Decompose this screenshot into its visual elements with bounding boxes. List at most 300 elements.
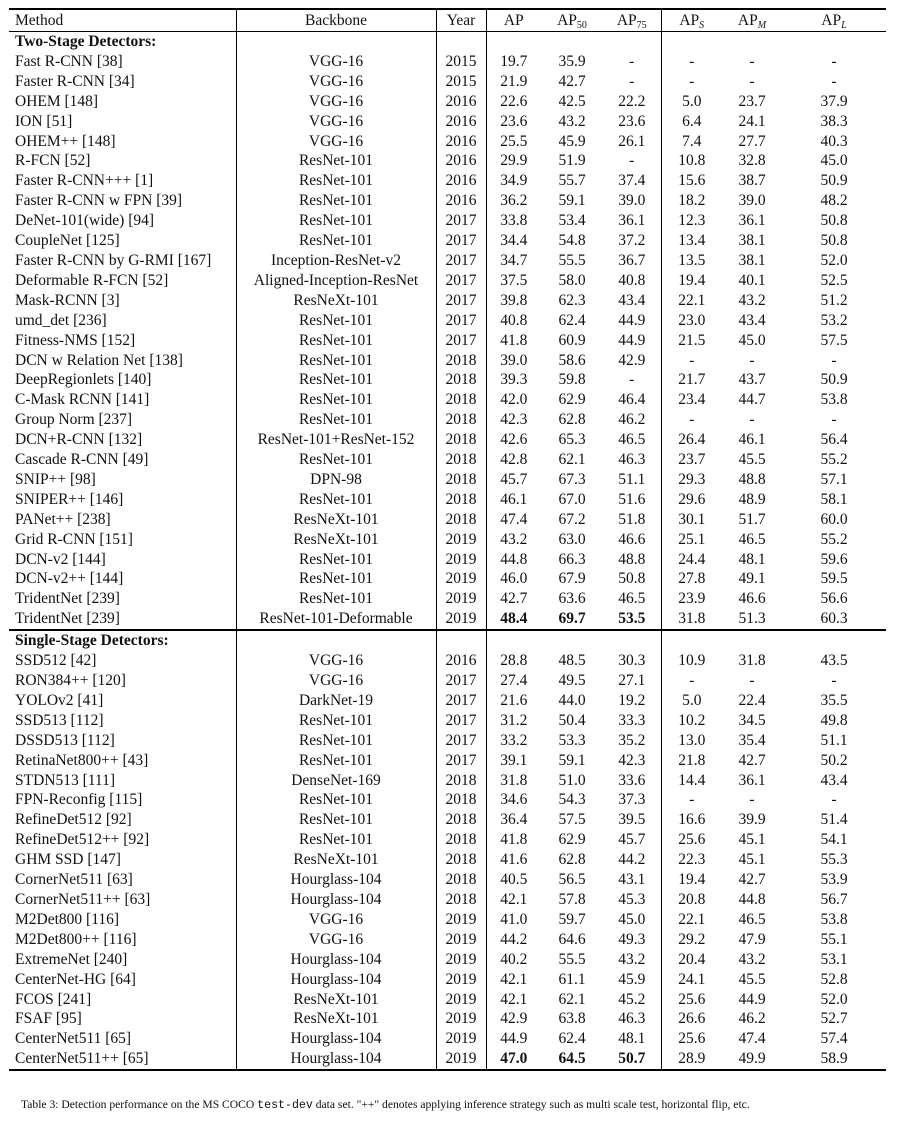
cell-method: DeNet-101(wide) [94]: [15, 212, 155, 230]
cell-ap75: 51.1: [618, 470, 646, 488]
cell-backbone: ResNeXt-101: [236, 530, 436, 550]
cell-apm: 49.9: [722, 1049, 782, 1070]
table-row: [9, 589, 886, 609]
cell-apm: 46.1: [738, 431, 766, 449]
cell-method: YOLOv2 [41]: [15, 691, 104, 709]
cell-aps: 12.3: [661, 211, 722, 231]
cell-ap: 48.4: [486, 609, 541, 630]
cell-ap50: 35.9: [558, 52, 586, 70]
cell-aps: 26.4: [661, 430, 722, 450]
cell-apl: 53.1: [820, 950, 848, 968]
cell-aps: 5.0: [661, 691, 722, 711]
table-header-row: [9, 9, 886, 32]
cell-aps: 26.6: [661, 1009, 722, 1029]
table-row: [9, 950, 886, 970]
table-row: [9, 331, 886, 351]
table-row: [9, 72, 886, 92]
cell-method: CoupleNet [125]: [15, 232, 120, 250]
cell-apl: 57.5: [820, 331, 848, 349]
cell-aps: 5.0: [661, 92, 722, 112]
cell-year: 2017: [436, 211, 486, 231]
cell-ap50: 69.7: [558, 610, 586, 628]
cell-method: CenterNet511 [65]: [15, 1030, 132, 1048]
cell-ap: 23.6: [486, 112, 541, 132]
table-row: [9, 910, 886, 930]
cell-aps: 22.1: [661, 910, 722, 930]
cell-apm: 39.9: [738, 811, 766, 829]
cell-ap: 34.7: [486, 251, 541, 271]
section-spacer-cell: [661, 32, 722, 52]
cell-ap: 41.8: [486, 830, 541, 850]
cell-year: 2018: [436, 490, 486, 510]
cell-ap: 46.0: [486, 569, 541, 589]
cell-ap50: 66.3: [558, 550, 586, 568]
cell-apm: 43.4: [738, 311, 766, 329]
cell-aps: 28.9: [661, 1049, 722, 1070]
cell-apl: 55.1: [820, 930, 848, 948]
cell-ap75: 48.8: [618, 550, 646, 568]
cell-method: OHEM++ [148]: [15, 132, 116, 150]
cell-backbone: ResNet-101: [236, 390, 436, 410]
cell-year: 2019: [436, 569, 486, 589]
cell-aps: 31.8: [661, 609, 722, 630]
section-spacer-cell: [661, 630, 722, 651]
cell-ap: 27.4: [486, 671, 541, 691]
header-apm: $AP_M$: [722, 9, 782, 32]
cell-apm: -: [749, 791, 755, 809]
cell-ap75: 45.0: [618, 910, 646, 928]
table-row: [9, 92, 886, 112]
cell-backbone: ResNet-101: [236, 589, 436, 609]
table-row: [9, 890, 886, 910]
cell-method: SNIPER++ [146]: [15, 490, 124, 508]
cell-method: DCN-v2 [144]: [15, 550, 106, 568]
cell-ap: 37.5: [486, 271, 541, 291]
cell-year: 2019: [436, 609, 486, 630]
header-year: Year: [436, 9, 486, 32]
cell-ap75: 46.5: [618, 590, 646, 608]
cell-backbone: ResNet-101: [236, 731, 436, 751]
cell-method: Faster R-CNN [34]: [15, 72, 135, 90]
cell-ap75: 45.7: [618, 831, 646, 849]
cell-ap50: 67.3: [558, 470, 586, 488]
table-row: [9, 211, 886, 231]
cell-year: 2018: [436, 810, 486, 830]
table-row: [9, 410, 886, 430]
cell-apl: 49.8: [820, 711, 848, 729]
cell-ap: 39.3: [486, 370, 541, 390]
cell-ap: 31.2: [486, 711, 541, 731]
cell-year: 2017: [436, 711, 486, 731]
table-row: [9, 870, 886, 890]
cell-ap75: 27.1: [618, 672, 646, 689]
cell-apm: 43.7: [738, 371, 766, 389]
cell-ap75: 46.3: [618, 1010, 646, 1028]
cell-ap: 46.1: [486, 490, 541, 510]
cell-ap75: -: [629, 152, 635, 170]
cell-year: 2019: [436, 550, 486, 570]
cell-apm: 49.1: [738, 570, 766, 588]
cell-apl: 53.8: [820, 910, 848, 928]
cell-ap50: 62.8: [558, 851, 586, 869]
cell-ap: 31.8: [486, 771, 541, 791]
cell-apm: 47.4: [738, 1030, 766, 1048]
cell-aps: 23.0: [661, 311, 722, 331]
section-spacer-cell: [486, 630, 541, 651]
cell-apl: 56.4: [820, 431, 848, 449]
cell-method: RefineDet512++ [92]: [15, 831, 150, 849]
cell-backbone: ResNet-101: [236, 550, 436, 570]
cell-backbone: ResNet-101: [236, 370, 436, 390]
table-row: [9, 691, 886, 711]
header-method: Method: [9, 9, 236, 32]
table-row: [9, 231, 886, 251]
cell-ap50: 67.0: [558, 490, 586, 508]
cell-apl: 54.1: [820, 831, 848, 849]
table-row: [9, 651, 886, 671]
cell-apm: -: [749, 52, 755, 70]
cell-aps: 6.4: [661, 112, 722, 132]
section-title: Two-Stage Detectors:: [15, 33, 157, 50]
table-row: [9, 569, 886, 589]
table-body: [9, 32, 886, 1071]
cell-ap75: 45.9: [618, 970, 646, 988]
cell-apm: 36.1: [738, 212, 766, 230]
cell-apm: -: [749, 672, 755, 689]
cell-method: CenterNet511++ [65]: [9, 1049, 236, 1070]
cell-year: 2018: [436, 850, 486, 870]
cell-ap: 42.0: [486, 390, 541, 410]
cell-ap75: 26.1: [618, 132, 646, 150]
table-row: [9, 671, 886, 691]
section-header-row: [9, 630, 886, 651]
cell-apl: -: [831, 791, 837, 809]
cell-method: ION [51]: [15, 112, 73, 130]
cell-backbone: VGG-16: [236, 92, 436, 112]
cell-method: OHEM [148]: [15, 92, 99, 110]
cell-ap50: 59.1: [558, 751, 586, 769]
cell-year: 2018: [436, 771, 486, 791]
cell-backbone: VGG-16: [236, 52, 436, 72]
cell-aps: 27.8: [661, 569, 722, 589]
cell-year: 2016: [436, 112, 486, 132]
cell-apm: 38.7: [738, 172, 766, 190]
cell-aps: 22.3: [661, 850, 722, 870]
cell-apm: 48.8: [738, 470, 766, 488]
table-row: [9, 470, 886, 490]
cell-method: Grid R-CNN [151]: [15, 530, 133, 548]
cell-ap50: 59.7: [558, 910, 586, 928]
cell-ap50: 51.0: [558, 771, 586, 789]
cell-method: CornerNet511++ [63]: [15, 890, 151, 908]
cell-aps: 13.0: [661, 731, 722, 751]
table-row: [9, 711, 886, 731]
cell-method: DeepRegionlets [140]: [15, 371, 152, 389]
cell-aps: 20.4: [661, 950, 722, 970]
cell-ap75: 43.4: [618, 291, 646, 309]
cell-apl: 50.9: [820, 371, 848, 389]
cell-backbone: ResNet-101: [236, 191, 436, 211]
cell-method: Faster R-CNN+++ [1]: [15, 172, 154, 190]
cell-aps: 10.8: [661, 151, 722, 171]
cell-apm: 48.9: [738, 490, 766, 508]
cell-apl: -: [831, 672, 837, 689]
cell-method: Group Norm [237]: [15, 411, 133, 429]
cell-method: SNIP++ [98]: [15, 470, 96, 488]
cell-aps: 21.7: [661, 370, 722, 390]
cell-apm: 46.6: [738, 590, 766, 608]
cell-method: DSSD513 [112]: [15, 731, 115, 749]
cell-apl: 58.9: [782, 1049, 886, 1070]
cell-year: 2017: [436, 731, 486, 751]
cell-year: 2018: [436, 790, 486, 810]
cell-ap50: 49.5: [558, 672, 586, 689]
header-ap75: $AP_{75}$: [603, 9, 661, 32]
cell-backbone: VGG-16: [236, 930, 436, 950]
table-row: [9, 990, 886, 1010]
cell-ap: 42.7: [486, 589, 541, 609]
cell-method: TridentNet [239]: [15, 610, 120, 628]
cell-ap50: 50.4: [558, 711, 586, 729]
cell-ap50: 62.3: [558, 291, 586, 309]
table-row: [9, 751, 886, 771]
cell-apl: 35.5: [820, 691, 848, 709]
table-row: [9, 132, 886, 152]
cell-ap50: 44.0: [558, 691, 586, 709]
cell-backbone: ResNet-101: [236, 211, 436, 231]
cell-ap: 44.2: [486, 930, 541, 950]
cell-apm: 46.5: [738, 530, 766, 548]
cell-method: FCOS [241]: [15, 990, 92, 1008]
table-row: [9, 351, 886, 371]
cell-apm: 48.1: [738, 550, 766, 568]
cell-apm: 47.9: [738, 930, 766, 948]
cell-aps: 13.4: [661, 231, 722, 251]
cell-year: 2018: [436, 370, 486, 390]
cell-ap50: 63.0: [558, 530, 586, 548]
cell-ap75: 50.7: [603, 1049, 661, 1070]
cell-apm: 38.1: [738, 232, 766, 250]
cell-ap50: 55.5: [558, 950, 586, 968]
cell-backbone: Hourglass-104: [236, 1049, 436, 1070]
table-row: [9, 291, 886, 311]
cell-ap50: 43.2: [558, 112, 586, 130]
cell-ap75: 46.5: [618, 431, 646, 449]
cell-ap75: 42.9: [618, 351, 646, 369]
cell-apl: 40.3: [820, 132, 848, 150]
cell-method: FPN-Reconfig [115]: [15, 791, 143, 809]
cell-backbone: ResNeXt-101: [236, 990, 436, 1010]
cell-apm: 23.7: [738, 92, 766, 110]
cell-aps: 29.6: [661, 490, 722, 510]
cell-year: 2019: [436, 950, 486, 970]
cell-year: 2018: [436, 470, 486, 490]
cell-year: 2018: [436, 510, 486, 530]
cell-year: 2017: [436, 311, 486, 331]
table-caption: Table 3: Detection performance on the MS COCO test-dev data set. "++" denotes applying inference strategy such as multi scale test, horizontal flip, etc.: [21, 1098, 750, 1112]
table-row: [9, 1049, 886, 1070]
cell-year: 2017: [436, 291, 486, 311]
cell-aps: 24.4: [661, 550, 722, 570]
cell-ap: 42.9: [486, 1009, 541, 1029]
header-apl: $AP_L$: [782, 9, 886, 32]
cell-ap75: 39.5: [618, 811, 646, 829]
cell-ap50: 58.6: [558, 351, 586, 369]
cell-year: 2015: [436, 72, 486, 92]
header-ap50: $AP_{50}$: [541, 9, 603, 32]
cell-ap: 33.8: [486, 211, 541, 231]
cell-aps: 7.4: [661, 132, 722, 152]
cell-apl: 45.0: [820, 152, 848, 170]
cell-apm: 44.7: [738, 391, 766, 409]
cell-year: 2018: [436, 890, 486, 910]
cell-apl: 43.5: [820, 652, 848, 670]
cell-apm: 24.1: [738, 112, 766, 130]
cell-backbone: ResNet-101-Deformable: [236, 609, 436, 630]
header-backbone: Backbone: [236, 9, 436, 32]
cell-apm: 40.1: [738, 271, 766, 289]
cell-method: R-FCN [52]: [15, 152, 91, 170]
cell-backbone: ResNet-101: [236, 351, 436, 371]
cell-aps: 18.2: [661, 191, 722, 211]
cell-apm: 39.0: [738, 192, 766, 210]
cell-backbone: ResNet-101: [236, 790, 436, 810]
cell-apm: -: [749, 411, 755, 429]
cell-backbone: VGG-16: [236, 671, 436, 691]
cell-aps: 29.2: [661, 930, 722, 950]
cell-ap75: 45.3: [618, 890, 646, 908]
cell-ap50: 62.8: [558, 411, 586, 429]
section-spacer-cell: [722, 630, 782, 651]
cell-ap: 39.1: [486, 751, 541, 771]
cell-ap: 40.2: [486, 950, 541, 970]
cell-method: GHM SSD [147]: [15, 851, 121, 869]
cell-method: umd_det [236]: [15, 311, 107, 329]
cell-year: 2017: [436, 751, 486, 771]
cell-backbone: DPN-98: [236, 470, 436, 490]
cell-apm: 45.1: [738, 851, 766, 869]
cell-apl: -: [831, 52, 837, 70]
cell-ap50: 57.5: [558, 811, 586, 829]
cell-method: M2Det800++ [116]: [15, 930, 137, 948]
cell-ap50: 62.1: [558, 451, 586, 469]
cell-ap: 44.8: [486, 550, 541, 570]
cell-ap75: 33.3: [618, 711, 646, 729]
cell-apl: 52.0: [820, 990, 848, 1008]
cell-aps: 25.6: [661, 1029, 722, 1049]
cell-ap: 25.5: [486, 132, 541, 152]
cell-aps: 13.5: [661, 251, 722, 271]
cell-ap75: 42.3: [618, 751, 646, 769]
cell-ap: 45.7: [486, 470, 541, 490]
cell-backbone: ResNet-101+ResNet-152: [236, 430, 436, 450]
cell-ap50: 56.5: [558, 871, 586, 889]
cell-aps: 19.4: [661, 271, 722, 291]
cell-ap50: 59.1: [558, 192, 586, 210]
cell-backbone: Hourglass-104: [236, 1029, 436, 1049]
cell-ap75: -: [629, 371, 635, 389]
cell-ap: 47.4: [486, 510, 541, 530]
cell-year: 2016: [436, 132, 486, 152]
cell-ap: 47.0: [486, 1049, 541, 1070]
cell-apl: 59.6: [820, 550, 848, 568]
cell-ap50: 61.1: [558, 970, 586, 988]
cell-method: CornerNet511 [63]: [15, 871, 133, 889]
cell-ap: 42.8: [486, 450, 541, 470]
cell-aps: -: [661, 671, 722, 691]
section-spacer-cell: [236, 32, 436, 52]
cell-ap75: 22.2: [618, 92, 646, 110]
cell-apl: 52.5: [820, 271, 848, 289]
cell-apm: 42.7: [738, 871, 766, 889]
cell-backbone: VGG-16: [236, 651, 436, 671]
cell-backbone: ResNet-101: [236, 331, 436, 351]
cell-ap75: 48.1: [618, 1030, 646, 1048]
table-row: [9, 390, 886, 410]
cell-year: 2017: [436, 231, 486, 251]
cell-method: Faster R-CNN w FPN [39]: [15, 192, 183, 210]
table-row: [9, 1029, 886, 1049]
cell-aps: -: [661, 52, 722, 72]
cell-aps: 15.6: [661, 171, 722, 191]
cell-backbone: ResNet-101: [236, 311, 436, 331]
cell-ap50: 45.9: [558, 132, 586, 150]
cell-apl: 52.0: [820, 251, 848, 269]
cell-ap75: 43.1: [618, 871, 646, 889]
cell-year: 2016: [436, 92, 486, 112]
cell-apm: 51.3: [738, 610, 766, 628]
cell-backbone: ResNet-101: [236, 450, 436, 470]
cell-backbone: ResNet-101: [236, 830, 436, 850]
header-ap: AP: [486, 9, 541, 32]
cell-ap: 40.5: [486, 870, 541, 890]
cell-apl: 51.4: [820, 811, 848, 829]
cell-aps: 19.4: [661, 870, 722, 890]
cell-apm: 51.7: [738, 510, 766, 528]
cell-aps: -: [661, 351, 722, 371]
cell-ap75: 40.8: [618, 271, 646, 289]
cell-ap: 41.0: [486, 910, 541, 930]
cell-ap: 36.4: [486, 810, 541, 830]
cell-apm: 45.5: [738, 970, 766, 988]
cell-ap50: 62.4: [558, 311, 586, 329]
cell-apl: 60.0: [820, 510, 848, 528]
cell-ap50: 60.9: [558, 331, 586, 349]
cell-ap: 33.2: [486, 731, 541, 751]
cell-method: CenterNet-HG [64]: [15, 970, 136, 988]
cell-ap75: 35.2: [618, 731, 646, 749]
cell-ap50: 57.8: [558, 890, 586, 908]
cell-ap75: 23.6: [618, 112, 646, 130]
cell-ap75: 43.2: [618, 950, 646, 968]
cell-ap75: -: [629, 72, 635, 90]
cell-ap50: 63.8: [558, 1010, 586, 1028]
cell-ap50: 67.9: [558, 570, 586, 588]
cell-ap: 41.6: [486, 850, 541, 870]
table-row: [9, 850, 886, 870]
cell-ap50: 62.4: [558, 1030, 586, 1048]
table-row: [9, 112, 886, 132]
cell-apl: 50.9: [820, 172, 848, 190]
cell-ap50: 65.3: [558, 431, 586, 449]
cell-apl: 56.7: [820, 890, 848, 908]
cell-ap75: 44.9: [618, 331, 646, 349]
section-spacer-cell: [782, 630, 886, 651]
cell-ap75: 44.2: [618, 851, 646, 869]
cell-ap75: 50.8: [618, 570, 646, 588]
section-spacer-cell: [603, 32, 661, 52]
cell-apl: 55.3: [820, 851, 848, 869]
